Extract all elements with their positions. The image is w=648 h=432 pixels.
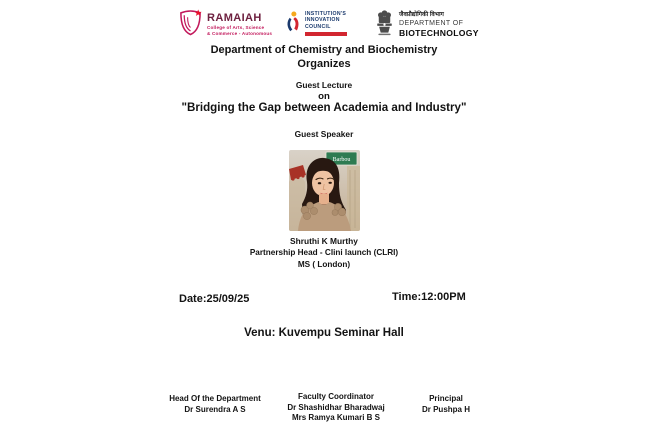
hod-name: Dr Surendra A S [184,404,246,414]
principal-name: Dr Pushpa H [421,404,470,414]
iic-logo-line-2: INNOVATION [305,17,340,24]
speaker-designation: Partnership Head - Clini launch (CLRI) [249,248,399,257]
iic-figure-icon [286,10,301,38]
guest-speaker-label: Guest Speaker [294,129,354,139]
iic-logo-line-3: COUNCIL [305,23,331,30]
ramaiah-logo-subtitle-1: College of Arts, Science [207,24,265,30]
coordinator-name-1: Dr Shashidhar Bharadwaj [287,402,385,412]
ashoka-emblem-icon [374,7,395,43]
iic-logo-line-1: INSTITUTION'S [305,10,347,17]
speaker-name: Shruthi K Murthy [290,236,358,246]
preposition-on: on [318,91,330,102]
coordinator-title: Faculty Coordinator [297,392,374,401]
dbt-logo-line-1: DEPARTMENT OF [399,20,464,28]
event-time: Time:12:00PM [392,291,466,303]
ramaiah-logo-subtitle-2: & Commerce - Autonomous [207,31,273,37]
lecture-topic-title: "Bridging the Gap between Academia and Industry" [181,101,467,114]
hod-title: Head Of the Department [169,394,261,403]
dbt-logo [374,7,479,43]
footer-principal-block [386,394,506,415]
dbt-logo-hindi-line: जैवप्रौद्योगिकी विभाग [399,12,444,19]
ramaiah-college-logo [178,9,272,41]
event-date: Date:25/09/25 [179,293,250,305]
iic-logo [286,10,347,38]
ramaiah-shield-icon [178,9,203,41]
heading-organizes: Organizes [297,58,351,70]
street-sign-text: Barbou [332,157,351,163]
heading-department: Department of Chemistry and Biochemistry [210,44,438,56]
speaker-qualification: MS ( London) [297,260,351,269]
event-type-label: Guest Lecture [295,80,353,90]
event-venue: Venu: Kuvempu Seminar Hall [244,327,404,339]
iic-logo-red-banner [305,32,347,36]
footer-hod-block [155,394,275,415]
dbt-logo-line-2: BIOTECHNOLOGY [399,27,479,38]
coordinator-name-2: Mrs Ramya Kumari B S [291,413,381,423]
speaker-photo [289,150,360,231]
footer-coordinator-block [274,392,398,424]
ramaiah-logo-title: RAMAIAH [207,12,262,25]
principal-title: Principal [429,394,463,403]
